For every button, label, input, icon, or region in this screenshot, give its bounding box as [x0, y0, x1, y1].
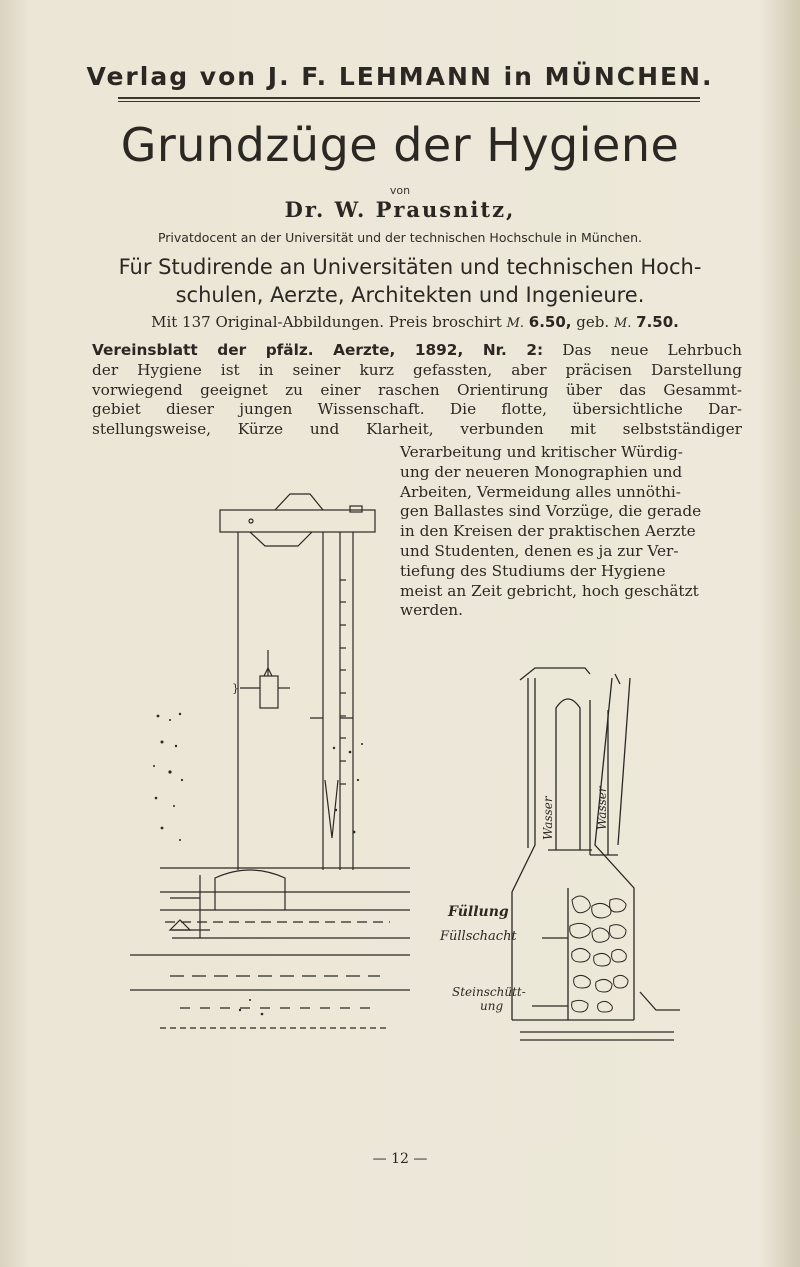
review-right-line-3: gen Ballastes sind Vorzüge, die gerade: [400, 502, 702, 521]
currency-mark: M.: [506, 316, 525, 331]
review-right-line-8: werden.: [400, 601, 464, 620]
label-steinschuettung: Steinschütt-: [452, 985, 526, 999]
price-line: [95, 313, 735, 331]
label-wasser-left: Wasser: [541, 796, 555, 840]
header-rule-thin: [118, 101, 700, 102]
review-right-line-7: meist an Zeit gebricht, hoch geschätzt: [400, 581, 699, 600]
review-line-0: [92, 341, 742, 361]
review-text-0: Das neue Lehrbuch: [562, 341, 742, 359]
audience-line-1: Für Studirende an Universitäten und technischen Hoch-: [118, 255, 702, 279]
review-paragraph: [92, 341, 742, 440]
review-line-2: vorwiegend geeignet zu einer raschen Orientirung über das Gesammt-: [92, 380, 742, 399]
book-title: Grundzüge der Hygiene: [120, 118, 680, 172]
label-fuellschacht: Füllschacht: [440, 929, 517, 944]
label-steinschuettung-2: ung: [480, 999, 504, 1013]
author-position: Privatdocent an der Universität und der technischen Hochschule in München.: [157, 230, 643, 245]
review-continuation: [400, 443, 740, 621]
filter-shaft-illustration: [420, 660, 720, 1050]
review-right-line-0: Verarbeitung und kritischer Würdig-: [400, 443, 683, 461]
well-shaft-illustration: [110, 480, 410, 1040]
review-right-line-6: tiefung des Studiums der Hygiene: [400, 561, 666, 580]
price-broschirt: 6.50,: [528, 313, 572, 331]
page-number: — 12 —: [372, 1151, 428, 1167]
review-right-line-1: ung der neueren Monographien und: [400, 462, 683, 481]
price-bound: 7.50.: [636, 313, 679, 331]
currency-mark-2: M.: [613, 316, 632, 331]
review-right-line-2: Arbeiten, Vermeidung alles unnöthi-: [400, 482, 681, 501]
review-right-line-4: in den Kreisen der praktischen Aerzte: [400, 522, 696, 541]
review-right-line-5: und Studenten, denen es ja zur Ver-: [400, 541, 679, 560]
svg-text:}: }: [232, 682, 239, 695]
review-source: Vereinsblatt der pfälz. Aerzte, 1892, Nr. 2:: [92, 341, 544, 359]
label-wasser-right: Wasser: [595, 786, 609, 830]
von-label: von: [389, 184, 411, 197]
price-prefix: Mit 137 Original-Abbildungen. Preis broschirt: [151, 313, 502, 331]
publisher-line: Verlag von J. F. LEHMANN in MÜNCHEN.: [86, 62, 714, 91]
audience-text: [100, 253, 720, 309]
header-rule-thick: [118, 97, 700, 99]
price-bound-label: geb.: [576, 313, 610, 331]
label-fuellung: Füllung: [448, 904, 509, 920]
review-line-1: der Hygiene ist in seiner kurz gefassten, aber präcisen Darstellung: [92, 360, 742, 379]
review-line-4: stellungsweise, Kürze und Klarheit, verbunden mit selbstständiger: [92, 420, 742, 439]
audience-line-2: schulen, Aerzte, Architekten und Ingenieure.: [175, 283, 645, 307]
review-line-3: gebiet dieser jungen Wissenschaft. Die flotte, übersichtliche Dar-: [92, 400, 742, 419]
author-name: Dr. W. Prausnitz,: [284, 197, 516, 222]
